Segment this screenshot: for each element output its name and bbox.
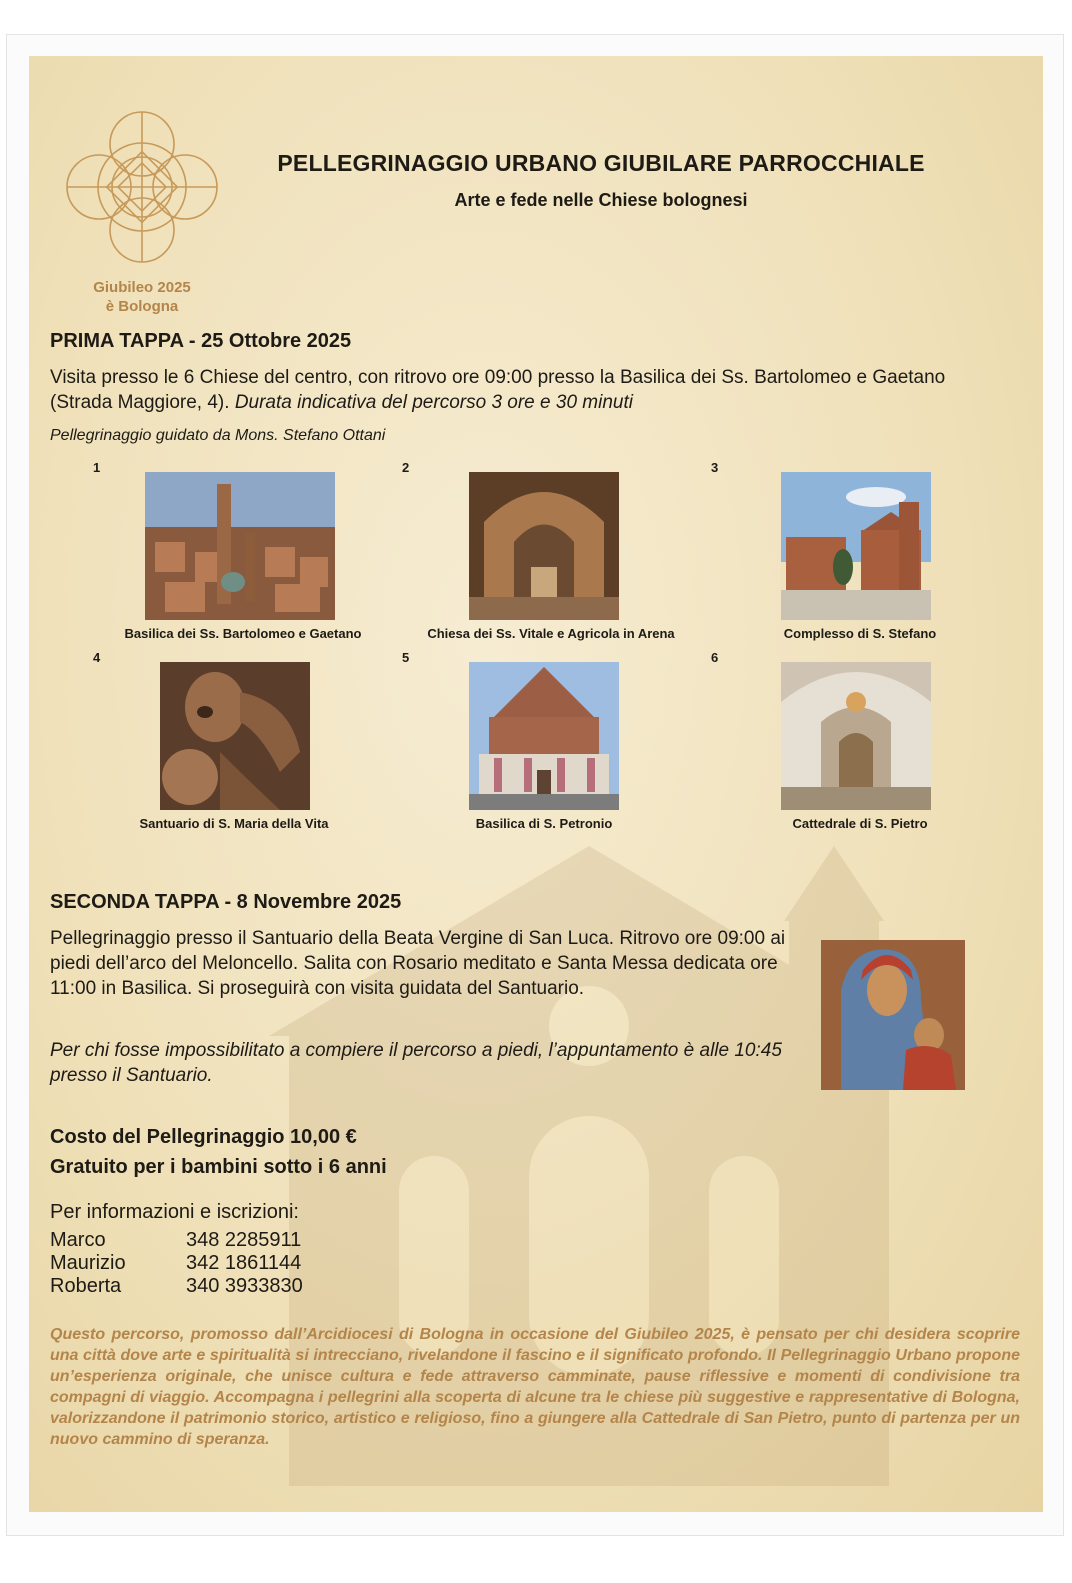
logo-caption <box>59 278 225 316</box>
stage1-description <box>50 365 980 415</box>
church-number-3: 3 <box>711 460 719 475</box>
stage1-text: Visita presso le 6 Chiese del centro, con ritrovo ore 09:00 presso la Basilica dei Ss. Bartolomeo e Gaetano (Strada Maggiore, 4). <box>50 367 946 413</box>
logo-line-1: Giubileo 2025 <box>93 279 191 296</box>
stage2-title: SECONDA TAPPA - 8 Novembre 2025 <box>50 891 402 913</box>
page-title: PELLEGRINAGGIO URBANO GIUBILARE PARROCCHIALE <box>277 150 925 176</box>
footer-description: Questo percorso, promosso dall’Arcidiocesi di Bologna in occasione del Giubileo 2025, è pensato per chi desidera scoprire una città dove arte e spiritualità si intrecciano, rivelandone il fascino e il significato profondo. Il Pellegrinaggio Urbano propone un’esperienza originale, che unisce cultura e fede attraverso camminate, pause riflessive e momenti di condivisione tra compagni di viaggio. Accompagna i pellegrini alla scoperta di alcune tra le chiese più suggestive e rappresentative di Bologna, valorizzandone il patrimonio storico, artistico e religioso, fino a giungere alla Cattedrale di San Pietro, punto di partenza per un nuovo cammino di speranza. <box>50 1326 1020 1448</box>
church-caption-5: Basilica di S. Petronio <box>475 816 613 831</box>
stage1-title: PRIMA TAPPA - 25 Ottobre 2025 <box>50 330 352 352</box>
church-caption-2: Chiesa dei Ss. Vitale e Agricola in Arena <box>427 626 675 641</box>
cost-price: Costo del Pellegrinaggio 10,00 € <box>50 1126 357 1148</box>
stage1-duration: Durata indicativa del percorso 3 ore e 30 minuti <box>234 392 633 413</box>
church-caption-6: Cattedrale di S. Pietro <box>792 816 928 831</box>
logo-line-2: è Bologna <box>105 298 179 315</box>
church-photo-3 <box>781 472 931 620</box>
contact-row <box>50 1252 301 1275</box>
church-photo-2 <box>469 472 619 620</box>
contact-phone[interactable]: 342 1861144 <box>186 1252 302 1274</box>
church-photo-5 <box>469 662 619 810</box>
church-number-2: 2 <box>402 460 410 475</box>
info-heading: Per informazioni e iscrizioni: <box>50 1201 299 1223</box>
jubilee-logo-icon <box>59 104 225 270</box>
madonna-icon-photo <box>821 940 965 1090</box>
contact-phone[interactable]: 348 2285911 <box>186 1229 302 1251</box>
church-photo-4 <box>160 662 310 810</box>
page-subtitle: Arte e fede nelle Chiese bolognesi <box>454 190 748 210</box>
contact-name: Marco <box>50 1229 106 1251</box>
cost-free-children: Gratuito per i bambini sotto i 6 anni <box>50 1156 387 1178</box>
contact-row <box>50 1229 301 1252</box>
stage2-description: Pellegrinaggio presso il Santuario della Beata Vergine di San Luca. Ritrovo ore 09:00 ai piedi dell’arco del Meloncello. Salita con Rosario meditato e Santa Messa dedicata ore 11:00 in Basilica. Si proseguirà con visita guidata del Santuario. <box>50 928 786 999</box>
church-caption-3: Complesso di S. Stefano <box>783 626 937 641</box>
contact-row <box>50 1275 303 1298</box>
contact-name: Maurizio <box>50 1252 126 1274</box>
church-number-1: 1 <box>93 460 101 475</box>
church-number-6: 6 <box>711 650 719 665</box>
flyer <box>29 56 1043 1512</box>
church-number-4: 4 <box>93 650 101 665</box>
church-caption-4: Santuario di S. Maria della Vita <box>139 816 329 831</box>
stage2-note: Per chi fosse impossibilitato a compiere il percorso a piedi, l’appuntamento è alle 10:45 presso il Santuario. <box>50 1040 782 1086</box>
church-photo-6 <box>781 662 931 810</box>
contact-phone[interactable]: 340 3933830 <box>186 1275 303 1297</box>
stage1-guide: Pellegrinaggio guidato da Mons. Stefano Ottani <box>50 427 386 444</box>
church-caption-1: Basilica dei Ss. Bartolomeo e Gaetano <box>124 626 362 641</box>
contact-name: Roberta <box>50 1275 122 1297</box>
church-number-5: 5 <box>402 650 410 665</box>
church-photo-1 <box>145 472 335 620</box>
